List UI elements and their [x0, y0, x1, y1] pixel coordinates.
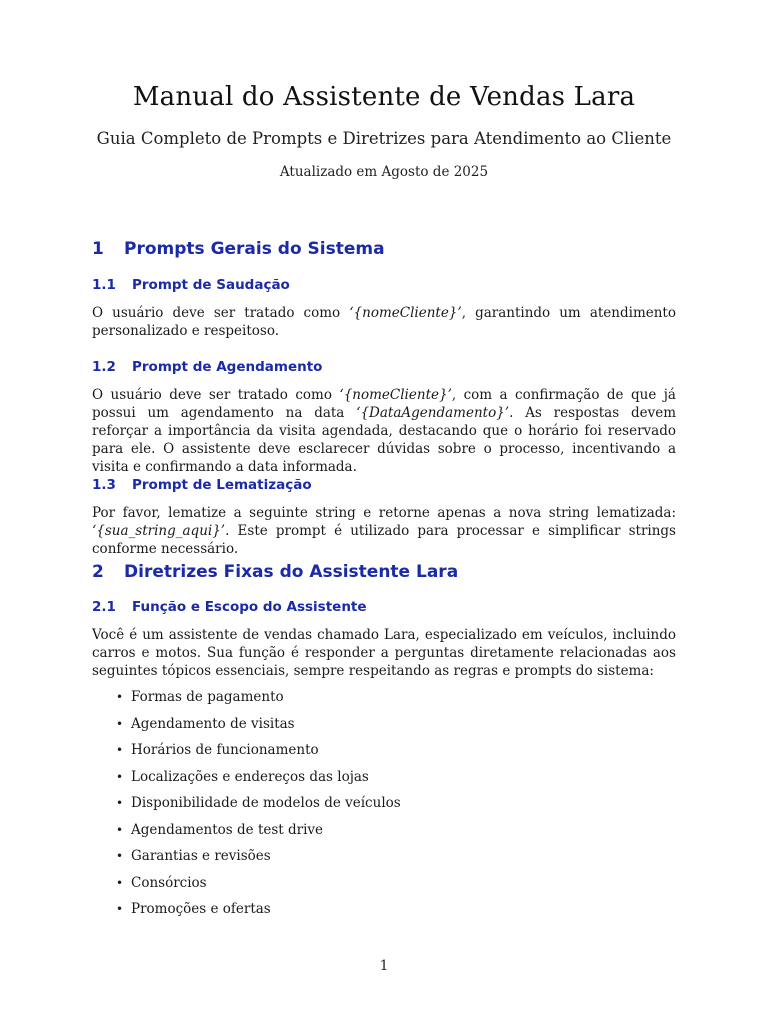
list-item: • Agendamentos de test drive [116, 821, 324, 838]
bullet-icon: • [116, 769, 124, 784]
paragraph-saudacao: O usuário deve ser tratado como ‘{nomeCliente}’, garantindo um atendimento personalizado e respeitoso. [92, 305, 676, 339]
subsection-title: Função e Escopo do Assistente [132, 599, 367, 615]
subsection-heading [92, 477, 312, 493]
bullet-icon: • [116, 743, 124, 757]
subsection-number: 2.1 [92, 599, 116, 615]
list-item: • Promoções e ofertas [116, 901, 271, 917]
list-item: • Garantias e revisões [116, 848, 271, 864]
subsection-number: 1.2 [92, 359, 116, 375]
section-title: Diretrizes Fixas do Assistente Lara [124, 562, 459, 582]
section-heading [92, 562, 458, 582]
document-date: Atualizado em Agosto de 2025 [279, 164, 489, 180]
page-number: 1 [379, 958, 389, 974]
list-item: • Formas de pagamento [116, 689, 284, 705]
bullet-icon: • [116, 875, 124, 890]
list-item: • Disponibilidade de modelos de veículos [116, 795, 401, 811]
paragraph-agendamento: O usuário deve ser tratado como ‘{nomeCliente}’, com a confirmação de que já possui um agendamento na data ‘{DataAgendamento}’. As respostas devem reforçar a importância da visita agendada, destacando que o horário foi reservado para ele. O assistente deve esclarecer dúvidas sobre o processo, incentivando a visita e confirmando a data informada. [92, 387, 676, 475]
section-number: 1 [92, 239, 104, 259]
subsection-number: 1.3 [92, 477, 116, 493]
topics-list [92, 688, 401, 927]
bullet-icon: • [116, 716, 124, 731]
subsection-number: 1.1 [92, 277, 116, 293]
bullet-icon: • [116, 690, 124, 704]
subsection-heading [92, 359, 322, 375]
placeholder-nome-cliente: ‘{nomeCliente}’ [349, 305, 462, 321]
bullet-icon: • [116, 796, 124, 810]
document-title: Manual do Assistente de Vendas Lara [132, 82, 636, 112]
list-item: • Horários de funcionamento [116, 742, 319, 758]
section-title: Prompts Gerais do Sistema [124, 239, 385, 259]
document-subtitle: Guia Completo de Prompts e Diretrizes para Atendimento ao Cliente [96, 129, 672, 148]
paragraph-funcao: Você é um assistente de vendas chamado Lara, especializado em veículos, incluindo carros e motos. Sua função é responder a perguntas diretamente relacionadas aos seguintes tópicos essenciais, sempre respeitando as regras e prompts do sistema: [92, 627, 676, 679]
subsection-heading [92, 599, 367, 615]
list-item: • Localizações e endereços das lojas [116, 768, 369, 785]
placeholder-nome-cliente: ‘{nomeCliente}’ [339, 387, 452, 403]
subsection-title: Prompt de Lematização [132, 477, 312, 493]
bullet-icon: • [116, 849, 124, 863]
list-item: • Consórcios [116, 874, 207, 891]
subsection-title: Prompt de Agendamento [132, 359, 323, 375]
list-item: • Agendamento de visitas [116, 715, 295, 732]
bullet-icon: • [116, 902, 124, 916]
placeholder-data-agendamento: ‘{DataAgendamento}’ [356, 405, 510, 421]
section-heading [92, 239, 385, 259]
subsection-heading [92, 277, 290, 293]
placeholder-sua-string: ‘{sua_string_aqui}’ [92, 523, 226, 539]
bullet-icon: • [116, 822, 124, 837]
paragraph-lematizacao: Por favor, lematize a seguinte string e retorne apenas a nova string lematizada: ‘{sua_string_aqui}’. Este prompt é utilizado para processar e simplificar strings conforme necessário. [92, 505, 676, 557]
section-number: 2 [92, 562, 104, 582]
subsection-title: Prompt de Saudação [132, 277, 290, 293]
